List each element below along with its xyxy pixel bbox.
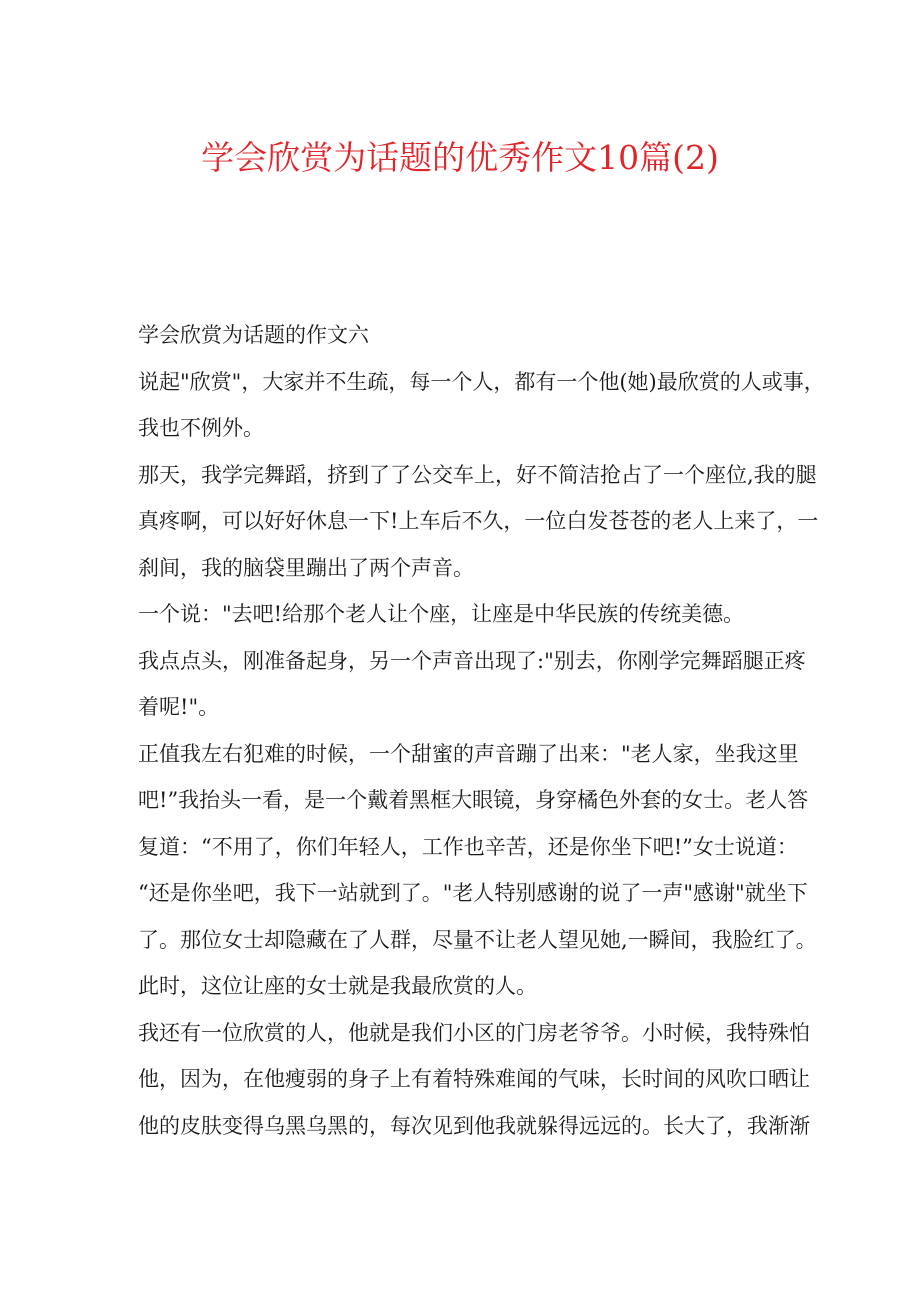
- paragraph-line: 我还有一位欣赏的人，他就是我们小区的门房老爷爷。小时候，我特殊怕: [138, 1020, 810, 1045]
- paragraph-line: 真疼啊，可以好好休息一下!上车后不久，一位白发苍苍的老人上来了，一: [138, 509, 819, 533]
- paragraph-line: 说起"欣赏"，大家并不生疏，每一个人，都有一个他(她)最欣赏的人或事，: [138, 369, 825, 394]
- paragraph-line: 我点点头，刚准备起身，另一个声音出现了:"别去，你刚学完舞蹈腿正疼: [138, 648, 806, 673]
- section-heading: 学会欣赏为话题的作文六: [138, 323, 369, 347]
- paragraph-line: “还是你坐吧，我下一站就到了。"老人特别感谢的说了一声"感谢"就坐下: [138, 881, 808, 905]
- paragraph-line: 吧!”我抬头一看，是一个戴着黑框大眼镜，身穿橘色外套的女士。老人答: [138, 788, 809, 812]
- paragraph-line: 此时，这位让座的女士就是我最欣赏的人。: [138, 974, 537, 998]
- paragraph-line: 那天，我学完舞蹈，挤到了了公交车上，好不简洁抢占了一个座位,我的腿: [138, 462, 817, 487]
- paragraph-line: 他的皮肤变得乌黑乌黑的，每次见到他我就躲得远远的。长大了，我渐渐: [138, 1113, 810, 1138]
- document-body: [138, 312, 825, 1149]
- paragraph-line: 一个说："去吧!给那个老人让个座，让座是中华民族的传统美德。: [138, 602, 745, 626]
- paragraph-line: 着呢!"。: [138, 695, 220, 719]
- document-title: 学会欣赏为话题的优秀作文10篇(2): [201, 138, 719, 177]
- paragraph-line: 我也不例外。: [138, 416, 264, 440]
- paragraph-line: 了。那位女士却隐藏在了人群，尽量不让老人望见她,一瞬间，我脸红了。: [138, 927, 817, 952]
- paragraph-line: 正值我左右犯难的时候，一个甜蜜的声音蹦了出来："老人家，坐我这里: [138, 741, 799, 766]
- paragraph-line: 刹间，我的脑袋里蹦出了两个声音。: [138, 555, 474, 580]
- paragraph-line: 复道：“不用了，你们年轻人，工作也辛苦，还是你坐下吧!”女士说道：: [138, 834, 798, 859]
- paragraph-line: 他，因为，在他瘦弱的身子上有着特殊难闻的气味，长时间的风吹口晒让: [138, 1067, 810, 1091]
